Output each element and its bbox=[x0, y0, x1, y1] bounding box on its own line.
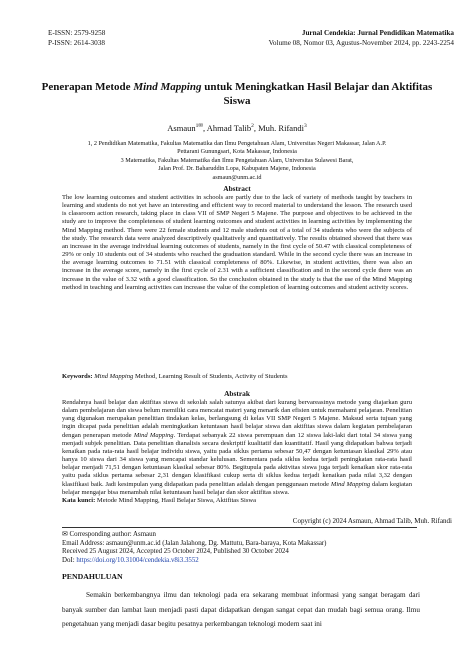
corresponding-author: ✉ Corresponding author: Asmaun bbox=[62, 531, 157, 538]
affiliation-email: asmaun@unm.ac.id bbox=[212, 173, 262, 181]
abstrak-text-2: . Terdapat sebanyak 22 siswa perempuan dan 12 siswa laki-laki dari total 34 siswa yang menjadi subjek penelitian. Data penelitian dianalisis secara deskriptif kualitatif dan kuantitatif. Hasil yang didapatkan bahwa terjadi kenaikan pada rata-rata hasil belajar individu siswa, yaitu pada siklus pertama sebesar 50,47 dengan ketuntasan klasikal 29% atau hanya 10 siswa dari 34 siswa yang mencapai standar kelulusan. Sementara pada siklus kedua terjadi peningkatan rata-rata hasil belajar menjadi 71,51 dengan ketuntasan klasikal sebesar 80%. Begitupula pada aktivitas siswa juga terjadi kenaikan skor rata-rata yaitu pada siklus pertama sebesar 2,31 dengan klasifikasi cukup serta di siklus kedua terjadi kenaikan pada nilai 3,32 dengan klasifikasi baik. Jadi kesimpulan yang didapatkan pada penelitian adalah dengan penggunaan metode bbox=[62, 431, 412, 488]
kata-kunci-label: Kata kunci: bbox=[62, 497, 96, 504]
keywords bbox=[62, 373, 412, 381]
section-body: Semakin berkembangnya ilmu dan teknologi pada era sekarang membuat informasi yang sangat beragam dari banyak sumber dan lambat laun menjadi pasti dapat didapatkan dengan sangat cepat dan mudah bagi semua orang. Ilmu pengetahuan yang menjadi dasar begitu pesatnya perkembangan teknologi modern saat ini bbox=[62, 591, 420, 629]
title-italic: Mind Mapping bbox=[133, 81, 202, 93]
article-meta bbox=[62, 531, 326, 565]
title-text-2: untuk Meningkatkan Hasil Belajar dan Aktifitas Siswa bbox=[201, 81, 433, 107]
author-1: Asmaun bbox=[167, 123, 196, 133]
paper-title bbox=[40, 80, 434, 108]
keywords-italic: Mind Mapping bbox=[94, 373, 134, 380]
affiliation-line-4: Jalan Prof. Dr. Baharuddin Lopa, Kabupaten Majene, Indonesia bbox=[158, 165, 316, 173]
abstrak-italic-2: Mind Mapping bbox=[330, 480, 371, 488]
author-2: , Ahmad Talib bbox=[203, 123, 252, 133]
kata-kunci bbox=[62, 497, 412, 505]
pissn: P-ISSN: 2614-3038 bbox=[48, 39, 105, 47]
keywords-rest: Method, Learning Result of Students, Activity of Students bbox=[133, 373, 288, 380]
affiliation-line-3: 3 Matematika, Fakultas Matematika dan Ilmu Pengetahuan Alam, Universitas Sulawesi Barat, bbox=[120, 156, 354, 164]
author-3-sup: 3 bbox=[303, 123, 307, 130]
journal-name: Jurnal Cendekia: Jurnal Pendidikan Matematika bbox=[301, 29, 454, 37]
abstract-text: The low learning outcomes and student activities in schools are partly due to the lack of variety of methods taught by teachers in learning and students do not yet have an interesting and efficient way to record material to understand the lesson. The research used is classroom action research, taking place in class VII of SMP Negeri 5 Majene. The purpose and objectives to be achieved in the study are to improve the completeness of student learning outcomes and student activities in learning activities by implementing the Mind Mapping method. There were 22 female students and 12 male students out of a total of 34 students who were the subjects of the study. The research data were analyzed descriptively qualitatively and quantitatively. The results obtained showed that there was an increase in the average individual learning outcomes of students, namely in the first cycle of 50.47 with classical completeness of 29% or only 10 students out of 34 students who reached the graduation standard. While in the second cycle there was an increase in the average learning outcomes to 71.51 with classical completeness of 80%. Likewise, in student activities, there was also an increase in the average score, namely in the first cycle of 2.31 with a sufficient classification and in the second cycle there was an increase in the value of 3.32 with a good classification. So the conclusion obtained in the study is that the use of the Mind Mapping method in teaching and learning activities can increase the value of the completion of learning outcomes and student activity scores. bbox=[62, 194, 412, 291]
abstrak-text bbox=[62, 399, 412, 497]
eissn: E-ISSN: 2579-9258 bbox=[48, 29, 106, 37]
issn-block bbox=[48, 28, 105, 48]
author-3: , Muh. Rifandi bbox=[253, 123, 304, 133]
abstrak-text-3: dalam kegiatan belajar mengajar bisa menambah nilai ketuntasan hasil belajar dan skor aktifitas siswa. bbox=[62, 480, 412, 496]
abstract-heading: Abstract bbox=[223, 184, 251, 193]
abstrak-italic-1: Mind Mapping bbox=[133, 431, 174, 439]
affiliation-line-2: Pettarani Gunungsari, Kota Makassar, Indonesia bbox=[177, 148, 297, 156]
abstrak-heading: Abstrak bbox=[224, 389, 250, 398]
copyright: Copyright (c) 2024 Asmaun, Ahmad Talib, Muh. Rifandi bbox=[292, 517, 452, 525]
title-text-1: Penerapan Metode bbox=[41, 81, 134, 93]
journal-block bbox=[269, 28, 454, 48]
abstrak-text-1: Rendahnya hasil belajar dan aktifitas siswa di sekolah salah satunya akibat dari kurang bervareasinya metode yang diajarkan guru dalam pembelajaran dan siswa belum memiliki cara mencatat materi yang menarik dan efisien untuk memahami pelajaran. Penelitian yang digunakan merupakan penelitian tindakan kelas, berlangsung di kelas VII SMP Negeri 5 Majene. Maksud serta tujuan yang ingin dicapai pada penelitian adalah meningkatkan ketuntasan hasil belajar siswa dan aktifitas siswa dalam kegiatan pembelajaran dengan penerapan metode bbox=[62, 399, 412, 439]
author-2-sup: 2 bbox=[251, 123, 254, 130]
author-list bbox=[40, 123, 434, 133]
keywords-label: Keywords: bbox=[62, 373, 93, 380]
affiliations bbox=[60, 140, 414, 182]
doi-line bbox=[62, 557, 326, 566]
author-1-sup: 1✉ bbox=[195, 123, 203, 130]
doi-label: DoI: bbox=[62, 556, 77, 564]
journal-volume: Volume 08, Nomor 03, Agustus-November 2024, pp. 2243-2254 bbox=[268, 39, 454, 47]
affiliation-line-1: 1, 2 Pendidikan Matematika, Fakultas Matematika dan Ilmu Pengetahuan Alam, Universitas Negeri Makassar, Jalan A.P. bbox=[87, 140, 387, 147]
email-address: Email Address: asmaun@unm.ac.id (Jalan Jalahong, Dg. Mattutu, Bara-baraya, Kota Makassar) bbox=[62, 539, 327, 547]
section-heading: PENDAHULUAN bbox=[62, 572, 123, 581]
kata-kunci-text: Metode Mind Mapping, Hasil Belajar Siswa, Aktifitas Siswa bbox=[95, 497, 257, 504]
divider bbox=[62, 527, 417, 528]
doi-link[interactable]: https://doi.org/10.31004/cendekia.v8i3.3552 bbox=[76, 556, 199, 564]
article-dates: Received 25 August 2024, Accepted 25 October 2024, Published 30 October 2024 bbox=[62, 548, 289, 555]
